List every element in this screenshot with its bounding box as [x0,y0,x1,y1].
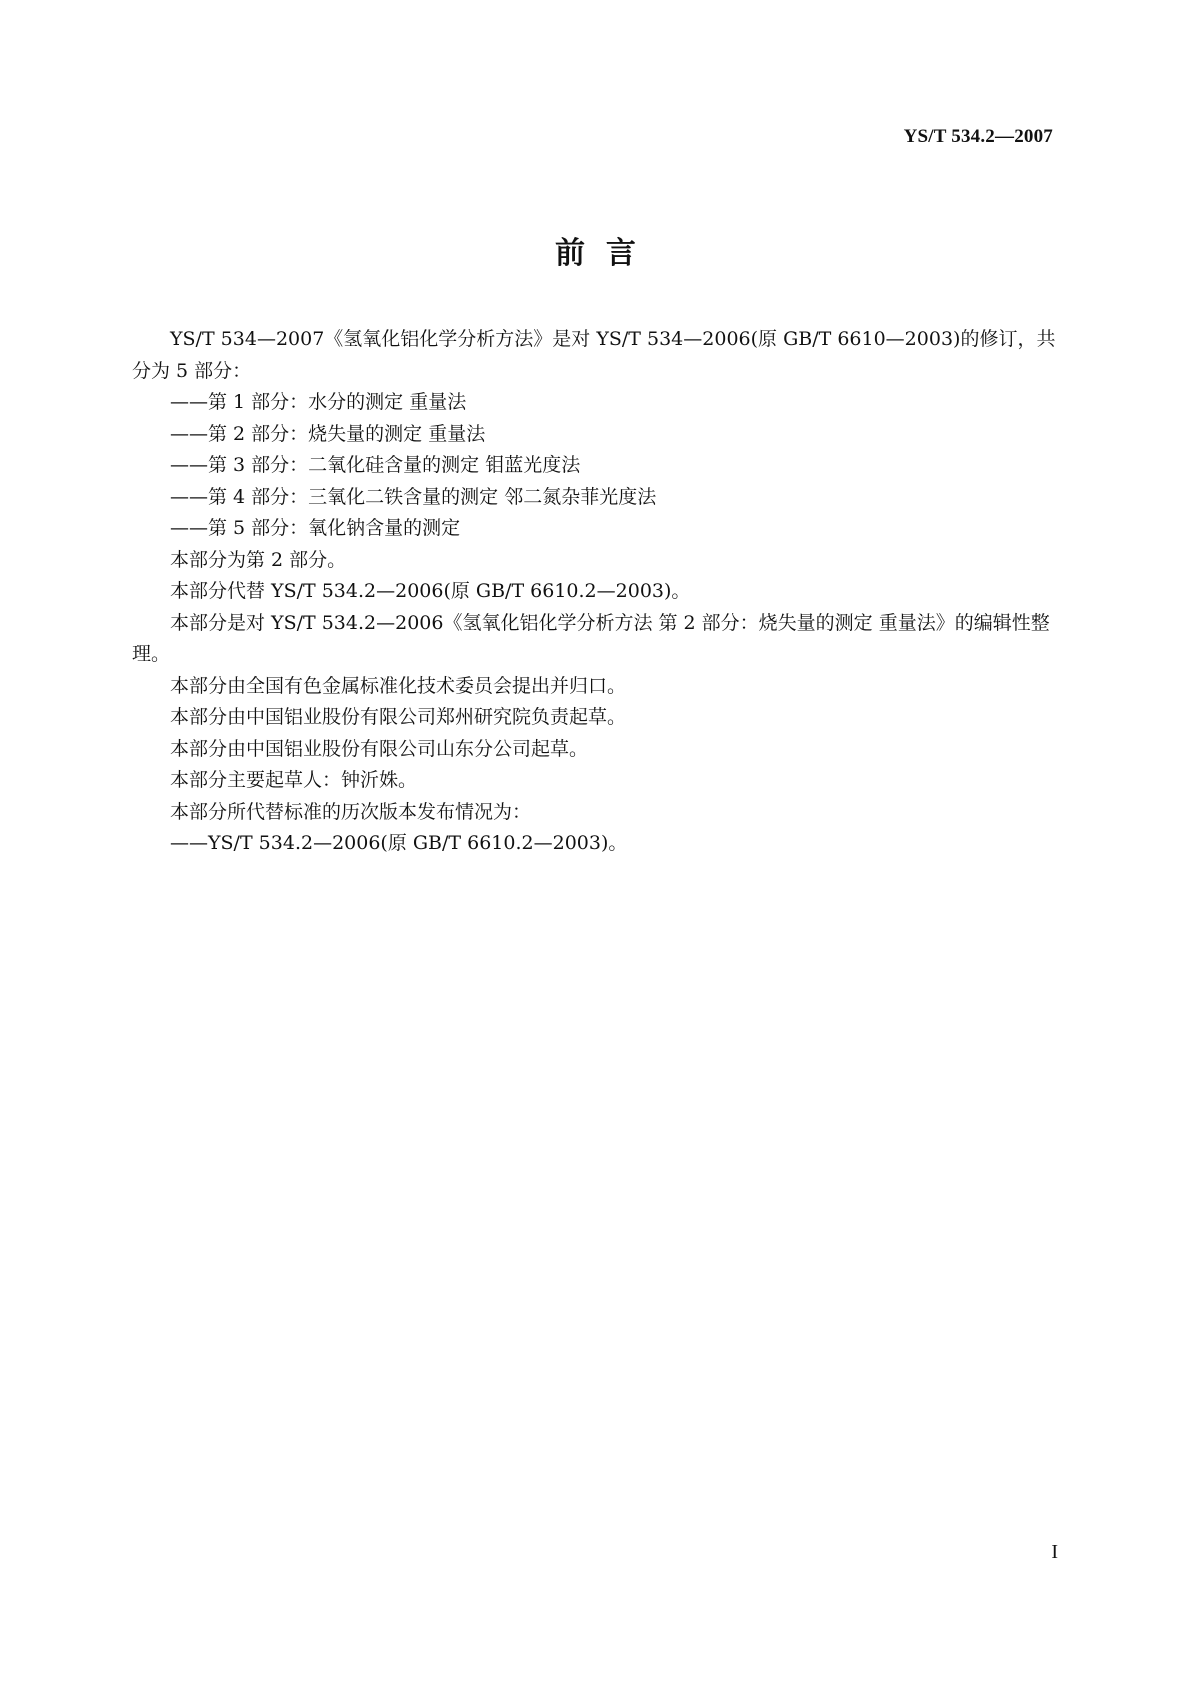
intro-paragraph: YS/T 534—2007《氢氧化铝化学分析方法》是对 YS/T 534—2006(原 GB/T 6610—2003)的修订，共分为 5 部分： [132,328,1056,382]
document-number: YS/T 534.2—2007 [903,126,1053,147]
foreword-body [132,324,1062,860]
revision-paragraph: 本部分是对 YS/T 534.2—2006《氢氧化铝化学分析方法 第 2 部分：烧失量的测定 重量法》的编辑性整理。 [132,611,1050,665]
part-list-item: ——第 2 部分：烧失量的测定 重量法 [170,422,486,445]
page-title: 前 言 [555,236,636,271]
drafter-paragraph: 本部分主要起草人：钟沂姝。 [170,769,418,791]
drafted-paragraph: 本部分由中国铝业股份有限公司山东分公司起草。 [170,737,589,760]
responsible-paragraph: 本部分由中国铝业股份有限公司郑州研究院负责起草。 [170,706,627,728]
part-list-item: ——第 3 部分：二氧化硅含量的测定 钼蓝光度法 [170,454,581,476]
history-list-item: ——YS/T 534.2—2006(原 GB/T 6610.2—2003)。 [170,832,628,854]
history-intro-paragraph: 本部分所代替标准的历次版本发布情况为： [170,800,532,823]
replaces-paragraph: 本部分代替 YS/T 534.2—2006(原 GB/T 6610.2—2003)。 [170,580,691,602]
part-list-item: ——第 1 部分：水分的测定 重量法 [170,391,467,413]
part-list-item: ——第 4 部分：三氧化二铁含量的测定 邻二氮杂菲光度法 [170,485,657,508]
proposed-paragraph: 本部分由全国有色金属标准化技术委员会提出并归口。 [170,674,627,697]
this-part-paragraph: 本部分为第 2 部分。 [170,548,347,571]
part-list-item: ——第 5 部分：氧化钠含量的测定 [170,517,461,539]
page-number: I [1051,1541,1058,1563]
